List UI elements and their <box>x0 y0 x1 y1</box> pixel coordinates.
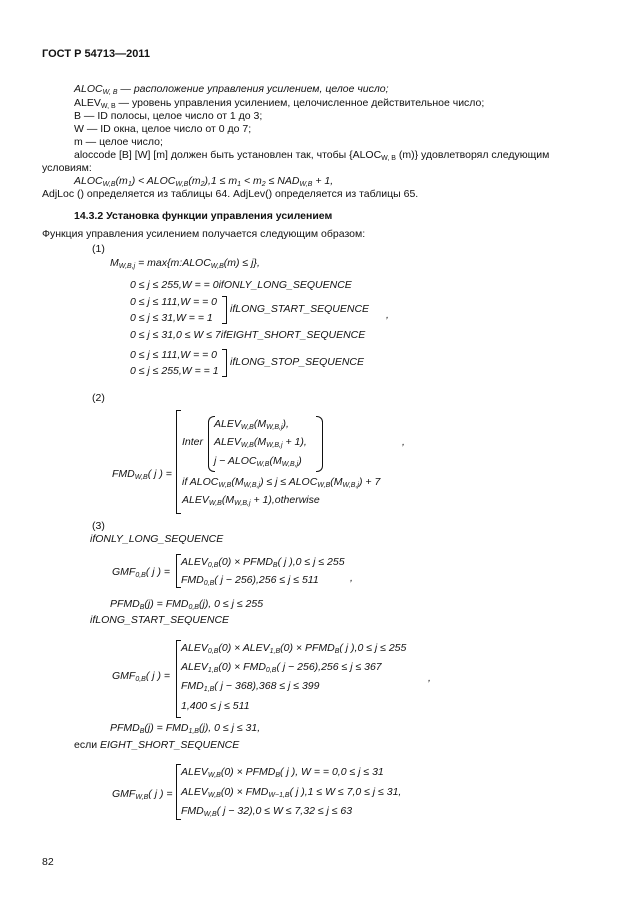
eq5-cond-prefix: если <box>74 739 98 751</box>
eq2-arg3: $j - ALOC_{W,B}(M_{W,B,j})$ <box>214 455 302 468</box>
eq3-comma: , <box>350 572 353 584</box>
eq5-condition <box>74 739 239 752</box>
eq1-row3: 0 ≤ j ≤ 31,0 ≤ W ≤ 7ifEIGHT_SHORT_SEQUENCE <box>130 329 366 341</box>
eq-label-3: (3) <box>92 520 105 532</box>
def-w: W — ID окна, целое число от 0 до 7; <box>74 123 252 135</box>
eq1-row4a: 0 ≤ j ≤ 111,W = = 0 <box>130 349 218 361</box>
eq1-main: $M_{W,B,j}$ = $\max\{m:ALOC_{W,B}(m) \le j\}$, <box>110 257 260 270</box>
section-title: 14.3.2 Установка функции управления усилением <box>74 210 333 222</box>
eq2-arg2: $ALEV_{W,B}(M_{W,B,j} + 1)$, <box>214 436 307 449</box>
def-alev: $ALEV_{W, B}$ — уровень управления усилением, целочисленное действительное число; <box>74 97 485 110</box>
eq5-lhs: $GMF_{W,B}$( j ) = <box>112 788 173 801</box>
intro-text: Функция управления усилением получается следующим образом: <box>42 228 366 240</box>
eq3-pfmd: $PFMD_B(j) = FMD_{0,B}(j)$, 0 ≤ j ≤ 255 <box>110 598 264 611</box>
eq1-row4c: ifLONG_STOP_SEQUENCE <box>230 356 365 368</box>
eq-label-1: (1) <box>92 243 105 255</box>
eq2-lhs: $FMD_{W,B}$( j ) = <box>112 468 172 481</box>
eq4-pfmd: $PFMD_B(j) = FMD_{1,B}(j)$, 0 ≤ j ≤ 31, <box>110 722 261 735</box>
eq1-row2c: ifLONG_START_SEQUENCE <box>230 303 370 315</box>
eq2-brace <box>176 410 181 514</box>
aloc-paragraph: aloccode [B] [W] [m] должен быть установлен так, чтобы {$ALOC_{W, B}$ (m)} удовлетворял следующим <box>74 149 550 162</box>
eq4-row2: $ALEV_{1,B}(0) \times FMD_{0,B}$( j − 256),256 ≤ j ≤ 367 <box>181 661 382 674</box>
eq2-cond2: $ALEV_{W,B}(M_{W,B,j}$ + 1),otherwise <box>182 494 320 507</box>
eq4-lhs: $GMF_{0,B}$( j ) = <box>112 670 171 683</box>
def-m: m — целое число; <box>74 136 163 148</box>
eq1-row2b: 0 ≤ j ≤ 31,W = = 1 <box>130 312 213 324</box>
eq5-cond-name: EIGHT_SHORT_SEQUENCE <box>100 739 240 751</box>
def-aloc: $ALOC_{W, B}$ — расположение управления усилением, целое число; <box>74 83 389 96</box>
adj-line: AdjLoc () определяется из таблицы 64. AdjLev() определяется из таблицы 65. <box>42 188 419 200</box>
eq1-row4b: 0 ≤ j ≤ 255,W = = 1 <box>130 365 219 377</box>
eq4-row3: $FMD_{1,B}$( j − 368),368 ≤ j ≤ 399 <box>181 680 320 693</box>
eq2-arg1: $ALEV_{W,B}(M_{W,B,j})$, <box>214 418 289 431</box>
eq5-row3: $FMD_{W,B}$( j − 32),0 ≤ W ≤ 7,32 ≤ j ≤ 63 <box>181 805 353 818</box>
eq2-cond1: if $ALOC_{W,B}(M_{W,B,j}) \le j$ ≤ $ALOC_{W,B}(M_{W,B,j}) + 7$ <box>182 476 381 489</box>
eq-label-2: (2) <box>92 392 105 404</box>
eq5-row2: $ALEV_{W,B}(0) \times FMD_{W-1,B}$( j ),1 ≤ W ≤ 7,0 ≤ j ≤ 31, <box>181 786 402 799</box>
eq4-condition: ifLONG_START_SEQUENCE <box>90 614 230 626</box>
eq1-brace-2 <box>222 349 227 377</box>
eq2-inter: Inter <box>182 436 204 448</box>
eq4-row4: 1,400 ≤ j ≤ 511 <box>181 700 250 712</box>
doc-code: ГОСТ Р 54713—2011 <box>42 48 150 60</box>
eq3-row2: $FMD_{0,B}$( j − 256),256 ≤ j ≤ 511 <box>181 574 319 587</box>
eq4-row1: $ALEV_{0,B}(0)$ × $ALEV_{1,B}(0)$ × $PFMD_B$( j ),0 ≤ j ≤ 255 <box>181 642 407 655</box>
eq1-row1: 0 ≤ j ≤ 255,W = = 0ifONLY_LONG_SEQUENCE <box>130 279 352 291</box>
page-number: 82 <box>42 856 54 868</box>
condition-line: $ALOC_{W,B}(m_1)$ < $ALOC_{W,B}(m_2),1 \le m_1 < m_2 \le NAD_{W,B} + 1$, <box>74 175 334 188</box>
eq3-row1: $ALEV_{0,B}(0)$ × $PFMD_B$( j ),0 ≤ j ≤ 255 <box>181 556 345 569</box>
def-b: B — ID полосы, целое число от 1 до 3; <box>74 110 263 122</box>
eq3-lhs: $GMF_{0,B}$( j ) = <box>112 566 171 579</box>
eq1-comma: , <box>386 309 389 321</box>
eq3-condition: ifONLY_LONG_SEQUENCE <box>90 533 224 545</box>
aloc-paragraph-cont: условиям: <box>42 162 92 174</box>
eq1-brace-1 <box>222 296 227 324</box>
eq5-row1: $ALEV_{W,B}(0)$ × $PFMD_B$( j ), W = = 0,0 ≤ j ≤ 31 <box>181 766 384 779</box>
eq4-comma: , <box>428 672 431 684</box>
eq2-paren-right <box>316 416 323 472</box>
eq2-comma: , <box>402 436 405 448</box>
eq1-row2a: 0 ≤ j ≤ 111,W = = 0 <box>130 296 218 308</box>
